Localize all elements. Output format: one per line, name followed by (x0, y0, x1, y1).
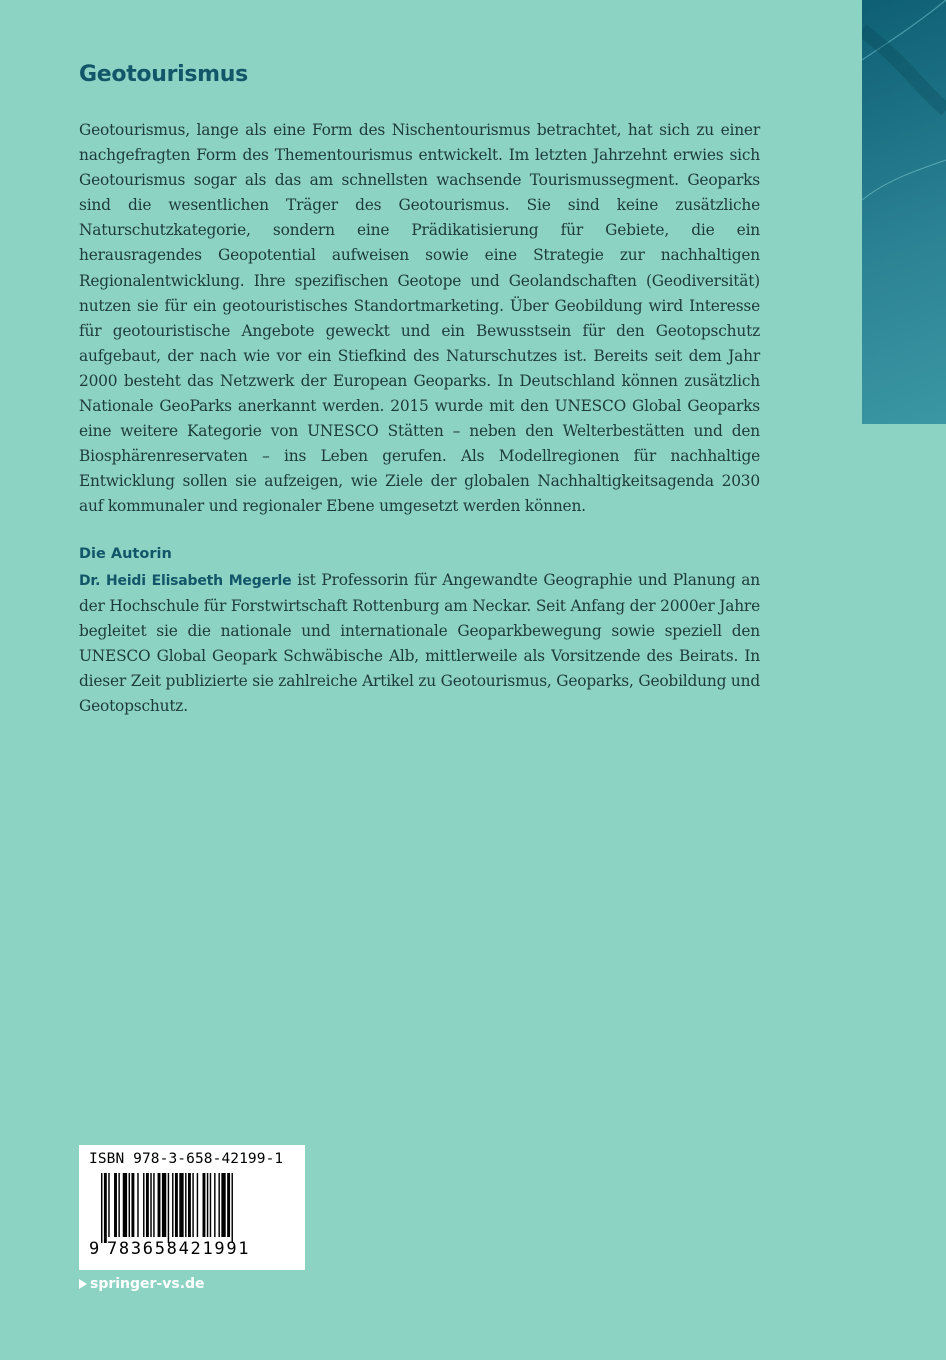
author-heading: Die Autorin (79, 546, 172, 562)
author-bio-text: ist Professorin für Angewandte Geographie und Planung an der Hochschule für Forstwirtschaft Rottenburg am Neckar. Seit Anfang der 2000er Jahre begleitet sie die nationale und internationale Geoparkbewegung sowie speziell den UNESCO Global Geopark Schwäbische Alb, mittlerweile als Vorsitzende des Beirats. In dieser Zeit publizierte sie zahlreiche Artikel zu Geotourismus, Geoparks, Geobildung und Geotopschutz. (79, 571, 761, 716)
publisher-link[interactable] (79, 1276, 205, 1292)
arrow-right-icon (79, 1279, 87, 1289)
section-title: Geotourismus (79, 62, 248, 87)
description-paragraph: Geotourismus, lange als eine Form des Nischentourismus betrachtet, hat sich zu einer nachgefragten Form des Thementourismus entwickelt. Im letzten Jahrzehnt erwies sich Geotourismus sogar als das am schnellsten wachsende Tourismussegment. Geoparks sind die wesentlichen Träger des Geotourismus. Sie sind keine zusätzliche Naturschutzkategorie, sondern eine Prädikatisierung für Gebiete, die ein herausragendes Geopotential aufweisen sowie eine Strategie zur nachhaltigen Regionalentwicklung. Ihre spezifischen Geotope und Geolandschaften (Geodiversität) nutzen sie für ein geotouristisches Standortmarketing. Über Geobildung wird Interesse für geotouristische Angebote geweckt und ein Bewusstsein für den Geotopschutz aufgebaut, der nach wie vor ein Stiefkind des Naturschutzes ist. Bereits seit dem Jahr 2000 besteht das Netzwerk der European Geoparks. In Deutschland können zusätzlich Nationale GeoParks anerkannt werden. 2015 wurde mit den UNESCO Global Geoparks eine weitere Kategorie von UNESCO Stätten – neben den Welterbestätten und den Biosphärenreservaten – ins Leben gerufen. Als Modellregionen für nachhaltige Entwicklung sollen sie aufzeigen, wie Ziele der globalen Nachhaltigkeitsagenda 2030 auf kommunaler und regionaler Ebene umgesetzt werden können. (79, 121, 760, 516)
barcode-bars-icon (101, 1173, 291, 1243)
corner-decoration (862, 0, 946, 424)
publisher-url: springer-vs.de (90, 1276, 205, 1292)
isbn-label: ISBN 978-3-658-42199-1 (89, 1151, 284, 1167)
author-name: Dr. Heidi Elisabeth Megerle (79, 573, 292, 589)
ean-digits: 783658421991 (107, 1239, 251, 1259)
corner-wave-graphic (862, 0, 946, 424)
isbn-barcode (79, 1145, 305, 1270)
ean-first-digit: 9 (89, 1239, 100, 1259)
author-bio (79, 568, 760, 720)
